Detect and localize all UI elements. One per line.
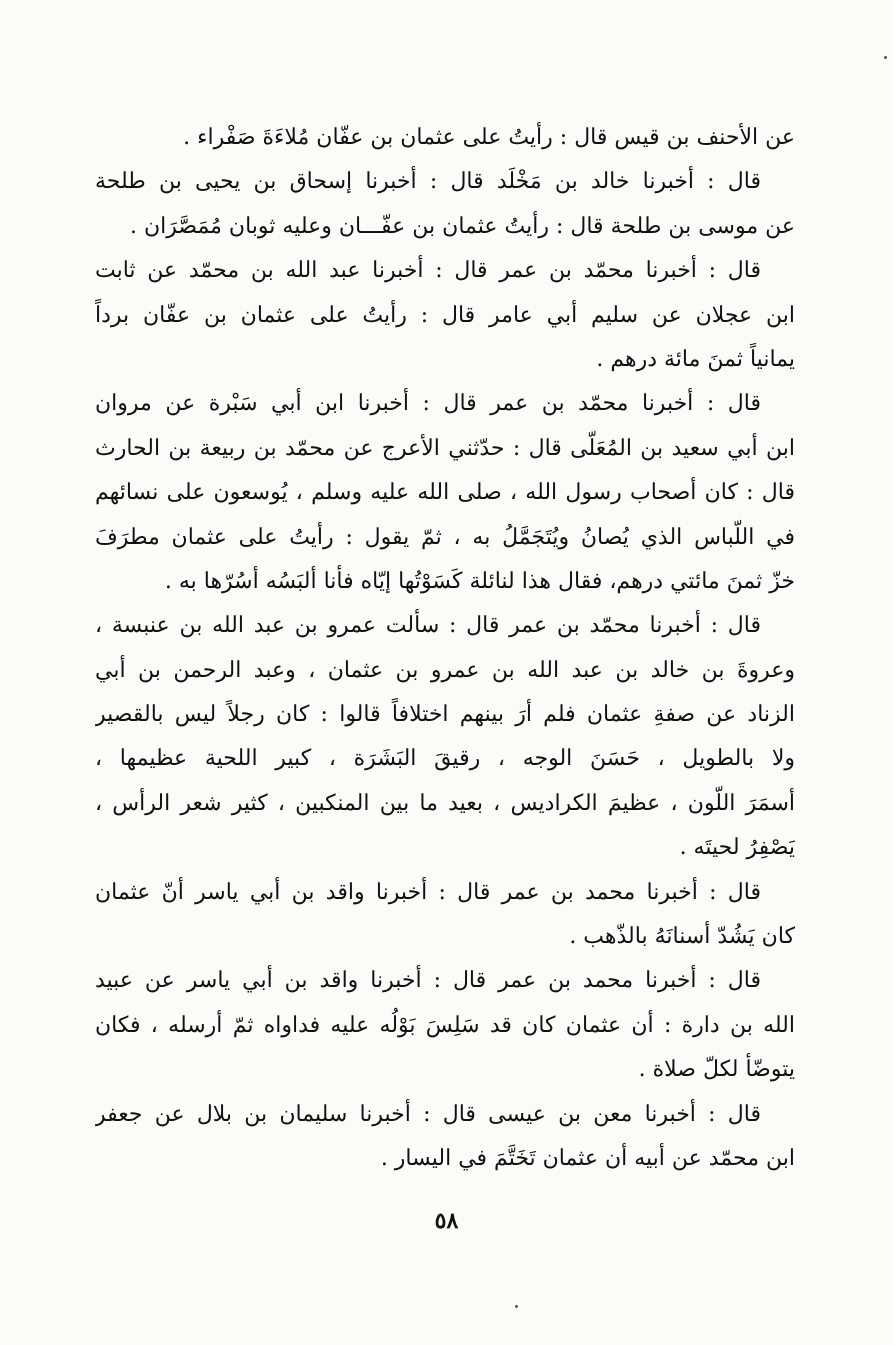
- text-line: خزّ ثمنَ مائتي درهم، فقال هذا لنائلة كَسَوْتُها إيّاه فأنا ألبَسُه أسُرّها به .: [164, 568, 795, 594]
- text-line: ابن أبي سعيد بن المُعَلّى قال : حدّثني الأعرج عن محمّد بن ربيعة بن الحارث: [95, 435, 795, 461]
- scan-speck: [515, 1305, 518, 1308]
- text-line: عن الأحنف بن قيس قال : رأيتُ على عثمان بن عفّان مُلاءَةَ صَفْراء .: [183, 125, 795, 150]
- text-line: قال : أخبرنا محمّد بن عمر قال : سألت عمرو بن عبد الله بن عنبسة ،: [95, 613, 761, 639]
- text-line: عن موسى بن طلحة قال : رأيتُ عثمان بن عفّـــان وعليه ثوبان مُمَصَّرَان .: [129, 213, 795, 239]
- text-line: قال : أخبرنا محمّد بن عمر قال : أخبرنا ابن أبي سَبْرة عن مروان: [95, 391, 761, 417]
- text-line: ولا بالطويل ، حَسَنَ الوجه ، رقيقَ البَشَرَة ، كبير اللحية عظيمها ،: [95, 746, 795, 772]
- body-text: [95, 116, 795, 1181]
- text-line: ابن محمّد عن أبيه أن عثمان تَخَتَّمَ في اليسار .: [380, 1145, 795, 1171]
- text-line: يتوضّأ لكلّ صلاة .: [638, 1057, 795, 1083]
- text-line: قال : أخبرنا محمد بن عمر قال : أخبرنا واقد بن أبي ياسر أنّ عثمان: [95, 879, 761, 905]
- text-line: الله بن دارة : أن عثمان كان قد سَلِسَ بَوْلُه عليه فداواه ثمّ أرسله ، فكان: [95, 1012, 795, 1038]
- text-line: قال : أخبرنا محمّد بن عمر قال : أخبرنا عبد الله بن محمّد عن ثابت: [95, 258, 761, 284]
- text-line: يمانياً ثمنَ مائة درهم .: [596, 346, 795, 372]
- page-number: ٥٨: [434, 1208, 459, 1234]
- text-line: في اللّباس الذي يُصانُ ويُتَجَمَّلُ به ، ثمّ يقول : رأيتُ على عثمان مطرَفَ: [95, 524, 795, 550]
- text-line: الزناد عن صفةِ عثمان فلم أرَ بينهم اختلافاً قالوا : كان رجلاً ليس بالقصير: [95, 702, 795, 728]
- text-line: كان يَشُدّ أسنانَهُ بالذّهب .: [569, 924, 795, 950]
- text-line: قال : أخبرنا معن بن عيسى قال : أخبرنا سليمان بن بلال عن جعفر: [95, 1101, 761, 1127]
- text-line: قال : كان أصحاب رسول الله ، صلى الله عليه وسلم ، يُوسعون على نسائهم: [95, 480, 795, 506]
- text-line: قال : أخبرنا خالد بن مَخْلَد قال : أخبرنا إسحاق بن يحيى بن طلحة: [95, 169, 761, 195]
- scan-speck: [884, 56, 887, 59]
- text-line: ابن عجلان عن سليم أبي عامر قال : رأيتُ على عثمان بن عفّان برداً: [95, 302, 795, 328]
- text-line: وعروةَ بن خالد بن عبد الله بن عمرو بن عثمان ، وعبد الرحمن بن أبي: [95, 657, 795, 683]
- text-line: يَصْفِرُ لحيتَه .: [679, 835, 795, 861]
- text-line: قال : أخبرنا محمد بن عمر قال : أخبرنا واقد بن أبي ياسر عن عبيد: [95, 968, 761, 994]
- text-line: أسمَرَ اللّون ، عظيمَ الكراديس ، بعيد ما بين المنكبين ، كثير شعر الرأس ،: [95, 790, 795, 816]
